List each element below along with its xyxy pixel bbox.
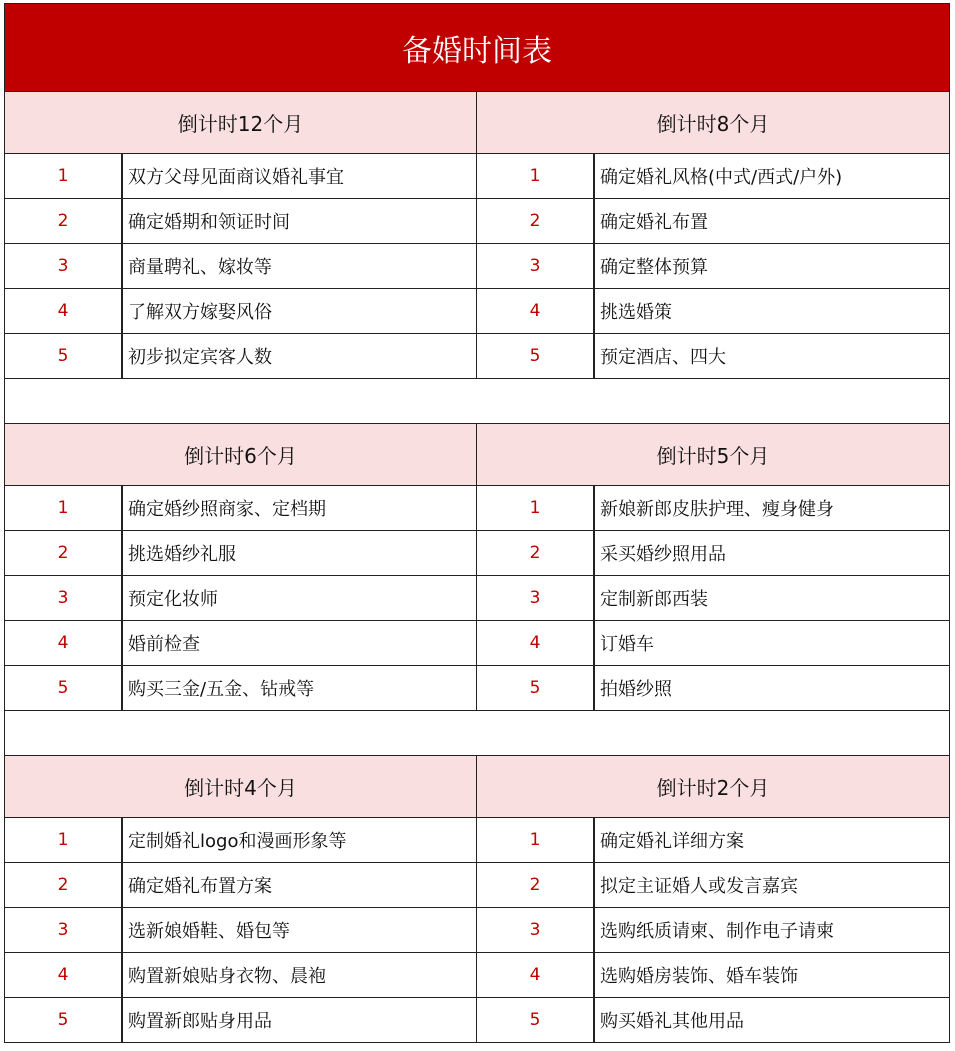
- task-row: [477, 998, 950, 1043]
- task-row: [4, 244, 477, 289]
- task-number: 5: [477, 998, 595, 1042]
- task-number: 5: [477, 334, 595, 378]
- countdown-header: 倒计时5个月: [477, 424, 950, 486]
- task-number: 2: [5, 531, 123, 575]
- countdown-block-right: [477, 92, 950, 379]
- countdown-header: 倒计时2个月: [477, 756, 950, 818]
- task-text: 商量聘礼、嫁妆等: [128, 257, 272, 278]
- task-text: 预定酒店、四大: [600, 347, 726, 368]
- task-row: [477, 863, 950, 908]
- task-row: [477, 289, 950, 334]
- task-text: 购置新郎贴身用品: [128, 1011, 272, 1032]
- countdown-block-right: [477, 424, 950, 711]
- task-text: 确定婚礼布置方案: [128, 876, 272, 897]
- task-number: 1: [477, 154, 595, 198]
- task-number: 4: [477, 289, 595, 333]
- task-row: [477, 666, 950, 711]
- task-row: [477, 154, 950, 199]
- task-number: 5: [5, 998, 123, 1042]
- task-number: 3: [5, 908, 123, 952]
- task-number: 1: [5, 818, 123, 862]
- task-row: [477, 244, 950, 289]
- task-number: 2: [5, 863, 123, 907]
- countdown-header: 倒计时6个月: [4, 424, 477, 486]
- task-text: 确定婚礼风格(中式/西式/户外): [600, 167, 843, 188]
- task-row: [4, 908, 477, 953]
- task-text: 婚前检查: [128, 634, 200, 655]
- task-number: 4: [5, 953, 123, 997]
- task-number: 4: [5, 621, 123, 665]
- task-text: 挑选婚策: [600, 302, 672, 323]
- section-band: [4, 92, 950, 379]
- task-row: [477, 334, 950, 379]
- task-number: 1: [477, 818, 595, 862]
- task-text: 了解双方嫁娶风俗: [128, 302, 272, 323]
- task-text: 拟定主证婚人或发言嘉宾: [600, 876, 798, 897]
- task-text: 购置新娘贴身衣物、晨袍: [128, 966, 326, 987]
- task-number: 1: [5, 486, 123, 530]
- task-row: [4, 621, 477, 666]
- task-text: 初步拟定宾客人数: [128, 347, 272, 368]
- task-row: [4, 154, 477, 199]
- task-text: 订婚车: [600, 634, 654, 655]
- task-text: 购买三金/五金、钻戒等: [128, 679, 315, 700]
- task-row: [4, 953, 477, 998]
- task-number: 1: [5, 154, 123, 198]
- task-text: 定制婚礼logo和漫画形象等: [128, 831, 347, 852]
- task-text: 拍婚纱照: [600, 679, 672, 700]
- task-row: [477, 908, 950, 953]
- task-number: 5: [5, 334, 123, 378]
- task-text: 确定婚纱照商家、定档期: [128, 499, 326, 520]
- task-number: 3: [5, 576, 123, 620]
- task-number: 4: [477, 621, 595, 665]
- task-row: [477, 621, 950, 666]
- wedding-schedule-sheet: [4, 3, 950, 1043]
- section-spacer: [4, 711, 950, 756]
- task-text: 选新娘婚鞋、婚包等: [128, 921, 290, 942]
- task-text: 选购婚房装饰、婚车装饰: [600, 966, 798, 987]
- task-text: 新娘新郎皮肤护理、瘦身健身: [600, 499, 834, 520]
- task-number: 3: [477, 908, 595, 952]
- task-row: [4, 576, 477, 621]
- task-row: [477, 531, 950, 576]
- countdown-block-right: [477, 756, 950, 1043]
- task-text: 预定化妆师: [128, 589, 218, 610]
- task-row: [4, 666, 477, 711]
- task-text: 双方父母见面商议婚礼事宜: [128, 167, 344, 188]
- task-text: 选购纸质请柬、制作电子请柬: [600, 921, 834, 942]
- task-number: 3: [477, 576, 595, 620]
- countdown-header: 倒计时4个月: [4, 756, 477, 818]
- task-number: 1: [477, 486, 595, 530]
- task-number: 2: [5, 199, 123, 243]
- task-text: 采买婚纱照用品: [600, 544, 726, 565]
- countdown-block-left: [4, 756, 477, 1043]
- task-row: [4, 818, 477, 863]
- countdown-header: 倒计时12个月: [4, 92, 477, 154]
- countdown-header: 倒计时8个月: [477, 92, 950, 154]
- task-number: 3: [477, 244, 595, 288]
- countdown-block-left: [4, 424, 477, 711]
- task-number: 3: [5, 244, 123, 288]
- task-text: 挑选婚纱礼服: [128, 544, 236, 565]
- task-number: 2: [477, 199, 595, 243]
- task-row: [4, 334, 477, 379]
- task-text: 确定整体预算: [600, 257, 708, 278]
- task-number: 5: [477, 666, 595, 710]
- section-band: [4, 756, 950, 1043]
- task-row: [4, 289, 477, 334]
- task-text: 确定婚礼详细方案: [600, 831, 744, 852]
- task-row: [4, 863, 477, 908]
- task-row: [4, 486, 477, 531]
- task-number: 4: [5, 289, 123, 333]
- task-number: 2: [477, 863, 595, 907]
- section-spacer: [4, 379, 950, 424]
- task-text: 定制新郎西装: [600, 589, 708, 610]
- task-row: [477, 199, 950, 244]
- task-text: 确定婚礼布置: [600, 212, 708, 233]
- task-text: 购买婚礼其他用品: [600, 1011, 744, 1032]
- task-row: [477, 486, 950, 531]
- task-number: 4: [477, 953, 595, 997]
- task-number: 2: [477, 531, 595, 575]
- section-band: [4, 424, 950, 711]
- sections-container: [4, 92, 950, 1043]
- task-text: 确定婚期和领证时间: [128, 212, 290, 233]
- task-row: [4, 531, 477, 576]
- sheet-title: 备婚时间表: [4, 3, 950, 92]
- task-row: [477, 953, 950, 998]
- task-row: [4, 199, 477, 244]
- task-number: 5: [5, 666, 123, 710]
- task-row: [477, 576, 950, 621]
- task-row: [4, 998, 477, 1043]
- task-row: [477, 818, 950, 863]
- countdown-block-left: [4, 92, 477, 379]
